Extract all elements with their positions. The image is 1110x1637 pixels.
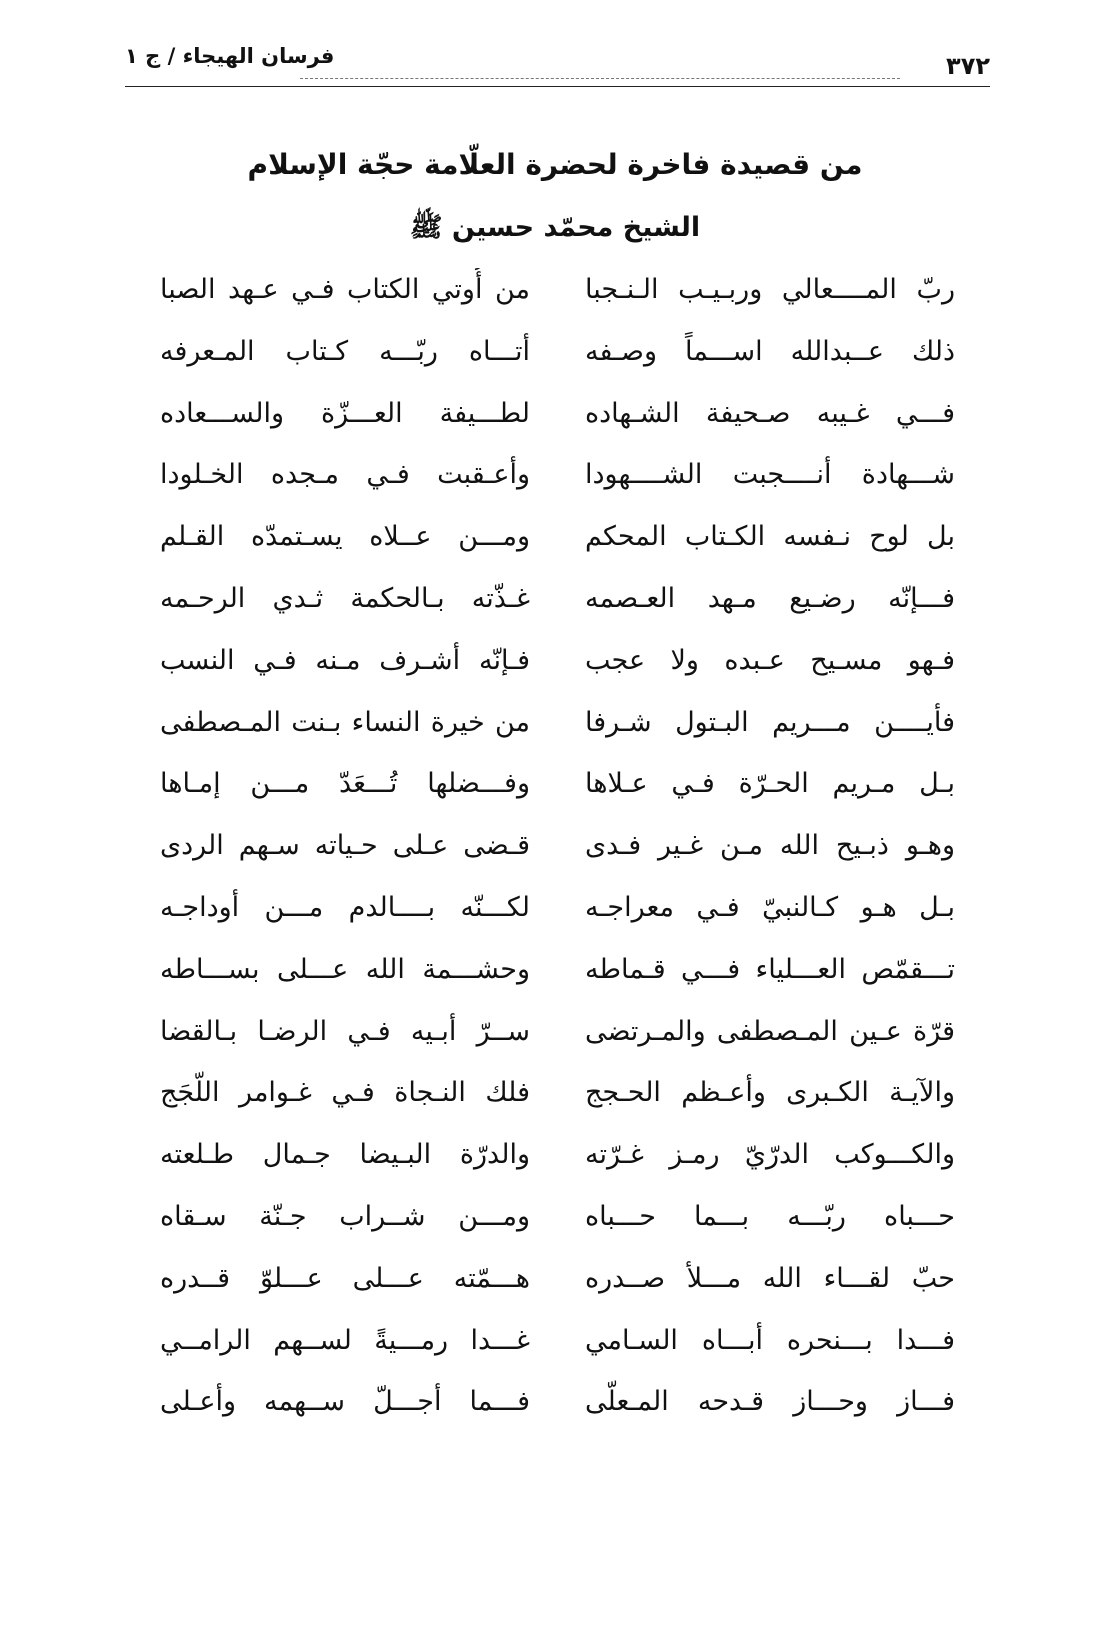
verse [160,886,955,948]
first-hemistich: بل لوح نـفسه الكـتاب المحكم [585,521,955,553]
second-hemistich: ومـــن عــلاه يسـتمدّه القـلم [160,521,530,553]
first-hemistich: بـل هـو كـالنبيّ فـي معراجـه [585,891,955,923]
first-hemistich: فـهو مسـيح عـبده ولا عجب [585,644,955,676]
verse [160,392,955,454]
second-hemistich: وحشـــمة الله عـــلى بســـاطه [160,953,530,985]
verse [160,639,955,701]
verse [160,1319,955,1381]
first-hemistich: بـل مـريم الحـرّة فـي عـلاها [585,768,955,800]
verse [160,1133,955,1195]
verse [160,515,955,577]
second-hemistich: من خيرة النساء بـنت المـصطفى [160,706,530,738]
first-hemistich: قرّة عـين المـصطفى والمـرتضى [585,1015,955,1047]
verse [160,824,955,886]
second-hemistich: فـإنّه أشـرف مـنه فـي النسب [160,644,530,676]
first-hemistich: فـــاز وحـــاز قـدحه المـعلّى [585,1386,955,1418]
header-rule [125,86,990,87]
second-hemistich: لطـــيفة العـــزّة والســـعاده [160,397,530,429]
verse [160,948,955,1010]
second-hemistich: والدرّة البـيضا جـمال طـلعته [160,1139,530,1171]
first-hemistich: حبّ لقـــاء الله مـــلأ صــدره [585,1262,955,1294]
poem-body [160,268,955,1442]
verse [160,330,955,392]
first-hemistich: فـــي غـيبه صـحيفة الشـهاده [585,397,955,429]
second-hemistich: وفـــضلها تُـــعَدّ مـــن إمـاها [160,768,530,800]
verse [160,453,955,515]
verse [160,1071,955,1133]
verse [160,1195,955,1257]
second-hemistich: هـــمّته عـــلى عـــلوّ قــدره [160,1262,530,1294]
header-dashed-line [300,78,900,79]
second-hemistich: فـــما أجـــلّ ســهمه وأعـلى [160,1386,530,1418]
second-hemistich: أتـــاه ربّـــه كـتاب المـعرفه [160,335,530,367]
page-number: ٣٧٢ [946,52,990,80]
second-hemistich: من أُوتي الكتاب فـي عـهد الصبا [160,274,530,305]
second-hemistich: وأعـقبت فـي مـجده الخـلودا [160,459,530,491]
first-hemistich: ذلك عــبدالله اســـماً وصـفه [585,335,955,367]
second-hemistich: ســرّ أبـيه فـي الرضـا بـالقضا [160,1015,530,1047]
verse [160,701,955,763]
first-hemistich: وهـو ذبـيح الله مـن غـير فـدى [585,830,955,862]
verse [160,577,955,639]
first-hemistich: تـــقمّص العـــلياء فـــي قـماطه [585,953,955,985]
first-hemistich: فـــدا بـــنحره أبـــاه السـامي [585,1324,955,1356]
first-hemistich: شـــهادة أنــــجبت الشــــهودا [585,459,955,491]
first-hemistich: ربّ المــــعالي وربـيـب الـنـجبا [585,274,955,305]
poem-subtitle: الشيخ محمّد حسين ﷺ [409,212,701,243]
second-hemistich: لكـــنّه بــــالدم مـــن أوداجـه [160,891,530,923]
verse [160,1010,955,1072]
poem-title: من قصيدة فاخرة لحضرة العلّامة حجّة الإسلام [247,148,863,181]
second-hemistich: فلك النـجاة فـي غـوامر اللُّجَج [160,1077,530,1109]
first-hemistich: والآيـة الكـبرى وأعـظم الحـجج [585,1077,955,1109]
verse [160,762,955,824]
first-hemistich: فـــإنّه رضـيع مـهد العـصمه [585,582,955,614]
second-hemistich: غـــدا رمـــيةً لســهم الرامــي [160,1324,530,1356]
second-hemistich: غـذّته بـالحكمة ثـدي الرحـمه [160,582,530,614]
verse [160,268,955,330]
verse [160,1380,955,1442]
page-header [125,38,990,88]
first-hemistich: والكـــوكب الدرّيّ رمـز غـرّته [585,1139,955,1171]
first-hemistich: فأيــــن مـــريم البـتول شـرفا [585,706,955,738]
verse [160,1257,955,1319]
first-hemistich: حـــباه ربّـــه بـــما حـــباه [585,1200,955,1232]
second-hemistich: قـضى عـلى حـياته سـهم الردى [160,830,530,862]
second-hemistich: ومـــن شــراب جـنّة سـقاه [160,1200,530,1232]
running-title: فرسان الهيجاء / ج ١ [125,44,335,68]
